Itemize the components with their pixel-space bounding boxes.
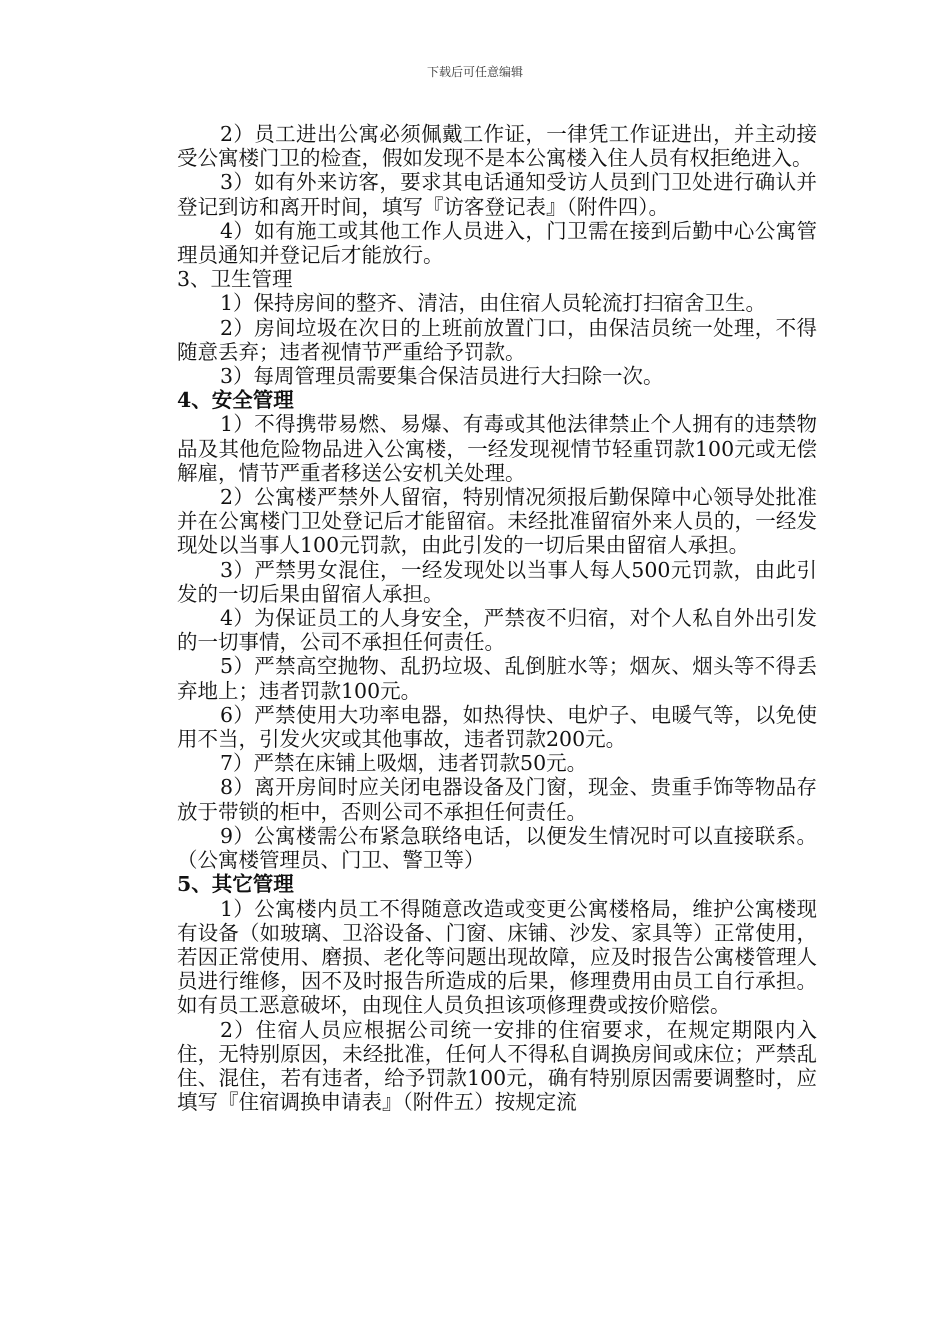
paragraph: 3）严禁男女混住，一经发现处以当事人每人500元罚款，由此引发的一切后果由留宿人承担。 bbox=[177, 557, 817, 606]
paragraph: 8）离开房间时应关闭电器设备及门窗，现金、贵重手饰等物品存放于带锁的柜中，否则公司不承担任何责任。 bbox=[177, 775, 817, 824]
paragraph: 5）严禁高空抛物、乱扔垃圾、乱倒脏水等；烟灰、烟头等不得丢弃地上；违者罚款100元。 bbox=[177, 654, 817, 703]
paragraph: 2）房间垃圾在次日的上班前放置门口，由保洁员统一处理，不得随意丢弃；违者视情节严重给予罚款。 bbox=[177, 315, 817, 364]
paragraph: 9）公寓楼需公布紧急联络电话，以便发生情况时可以直接联系。（公寓楼管理员、门卫、警卫等） bbox=[177, 823, 817, 873]
paragraph: 7）严禁在床铺上吸烟，违者罚款50元。 bbox=[220, 751, 588, 776]
paragraph: 6）严禁使用大功率电器，如热得快、电炉子、电暖气等，以免使用不当，引发火灾或其他事故，违者罚款200元。 bbox=[177, 702, 817, 752]
document-body bbox=[177, 122, 817, 1114]
paragraph: 1）保持房间的整齐、清洁，由住宿人员轮流打扫宿舍卫生。 bbox=[220, 291, 767, 316]
page-header: 下载后可任意编辑 bbox=[426, 65, 523, 79]
paragraph: 3）如有外来访客，要求其电话通知受访人员到门卫处进行确认并登记到访和离开时间，填写『访客登记表』（附件四）。 bbox=[177, 170, 817, 219]
section-heading: 5、其它管理 bbox=[177, 872, 294, 897]
section-heading: 4、安全管理 bbox=[177, 388, 294, 413]
section-heading: 3、卫生管理 bbox=[177, 267, 293, 292]
paragraph: 3）每周管理员需要集合保洁员进行大扫除一次。 bbox=[220, 364, 664, 389]
paragraph: 4）为保证员工的人身安全，严禁夜不归宿，对个人私自外出引发的一切事情，公司不承担任何责任。 bbox=[177, 606, 817, 655]
paragraph: 2）住宿人员应根据公司统一安排的住宿要求，在规定期限内入住，无特别原因，未经批准，任何人不得私自调换房间或床位；严禁乱住、混住，若有违者，给予罚款100元，确有特别原因需要调整时，应填写『住宿调换申请表』（附件五）按规定流 bbox=[177, 1017, 817, 1115]
paragraph: 1）公寓楼内员工不得随意改造或变更公寓楼格局，维护公寓楼现有设备（如玻璃、卫浴设备、门窗、床铺、沙发、家具等）正常使用，若因正常使用、磨损、老化等问题出现故障，应及时报告公寓楼管理人员进行维修，因不及时报告所造成的后果，修理费用由员工自行承担。如有员工恶意破坏，由现住人员负担该项修理费或按价赔偿。 bbox=[177, 896, 817, 1018]
paragraph: 1）不得携带易燃、易爆、有毒或其他法律禁止个人拥有的违禁物品及其他危险物品进入公寓楼，一经发现视情节轻重罚款100元或无偿解雇，情节严重者移送公安机关处理。 bbox=[177, 412, 817, 485]
paragraph: 4）如有施工或其他工作人员进入，门卫需在接到后勤中心公寓管理员通知并登记后才能放行。 bbox=[177, 218, 817, 268]
paragraph: 2）公寓楼严禁外人留宿，特别情况须报后勤保障中心领导处批准并在公寓楼门卫处登记后才能留宿。未经批准留宿外来人员的，一经发现处以当事人100元罚款，由此引发的一切后果由留宿人承担。 bbox=[177, 485, 817, 558]
paragraph: 2）员工进出公寓必须佩戴工作证，一律凭工作证进出，并主动接受公寓楼门卫的检查，假如发现不是本公寓楼入住人员有权拒绝进入。 bbox=[177, 122, 817, 171]
